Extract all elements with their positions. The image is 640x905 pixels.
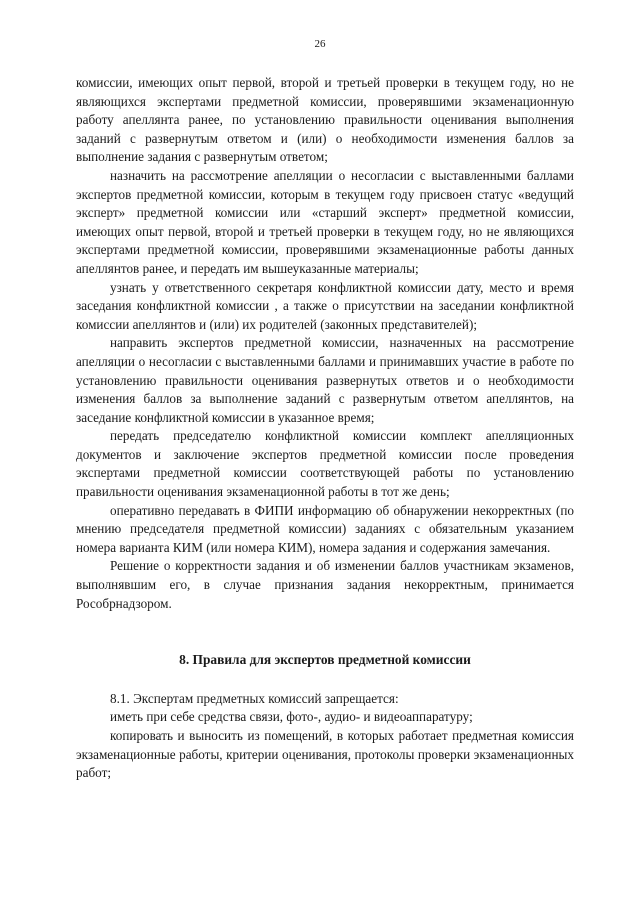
section-heading: 8. Правила для экспертов предметной комиссии xyxy=(179,652,471,668)
paragraph-decision-rosobrnadzor: Решение о корректности задания и об изменении баллов участникам экзаменов, выполнявшим его, в случае признания задания некорректным, принимается Рособрнадзором. xyxy=(76,558,574,611)
paragraph-assign-senior-experts: назначить на рассмотрение апелляции о несогласии с выставленными баллами экспертов предметной комиссии, которым в текущем году присвоен статус «ведущий эксперт» предметной комиссии или «старший эксперт» предметной комиссии, имеющих опыт первой, второй и третьей проверки в текущем году, но не являющихся экспертами предметной комиссии, проверявшими экзаменационные работы данных апеллянтов ранее, и передать им вышеуказанные материалы; xyxy=(76,167,574,276)
paragraph-report-to-fipi: оперативно передавать в ФИПИ информацию об обнаружении некорректных (по мнению председателя предметной комиссии) заданиях с обязательным указанием номера варианта КИМ (или номера КИМ), номера задания и содержания замечания. xyxy=(76,502,574,555)
paragraph-hand-over-documents: передать председателю конфликтной комиссии комплект апелляционных документов и заключение экспертов предметной комиссии после проведения экспертами предметной комиссии соответствующей работы по установлению правильности оценивания экзаменационной работы в тот же день; xyxy=(76,428,574,500)
page-number: 26 xyxy=(314,38,326,50)
paragraph-learn-meeting-date: узнать у ответственного секретаря конфликтной комиссии дату, место и время заседания конфликтной комиссии , а также о присутствии на заседании конфликтной комиссии апеллянтов и (или) их родителей (законных представителей); xyxy=(76,279,574,332)
paragraph-rule-8-1: 8.1. Экспертам предметных комиссий запрещается: xyxy=(110,690,399,706)
paragraph-send-experts: направить экспертов предметной комиссии, назначенных на рассмотрение апелляции о несогласии с выставленными баллами и принимавших участие в работе по установлению правильности оценивания развернутых ответов и о необходимости изменения баллов за выполнение заданий с развернутым ответом апеллянтов, на заседание конфликтной комиссии в указанное время; xyxy=(76,335,574,425)
paragraph-no-devices: иметь при себе средства связи, фото-, аудио- и видеоаппаратуру; xyxy=(110,709,473,725)
document-body xyxy=(76,74,574,783)
paragraph-no-copying: копировать и выносить из помещений, в которых работает предметная комиссия экзаменационные работы, критерии оценивания, протоколы проверки экзаменационных работ; xyxy=(76,728,574,781)
paragraph-continuation: комиссии, имеющих опыт первой, второй и третьей проверки в текущем году, но не являющихся экспертами предметной комиссии, проверявшими экзаменационную работу апеллянта ранее, по установлению правильности оценивания выполнения заданий с развернутым ответом и (или) о необходимости изменения баллов за выполнение задания с развернутым ответом; xyxy=(76,75,574,165)
